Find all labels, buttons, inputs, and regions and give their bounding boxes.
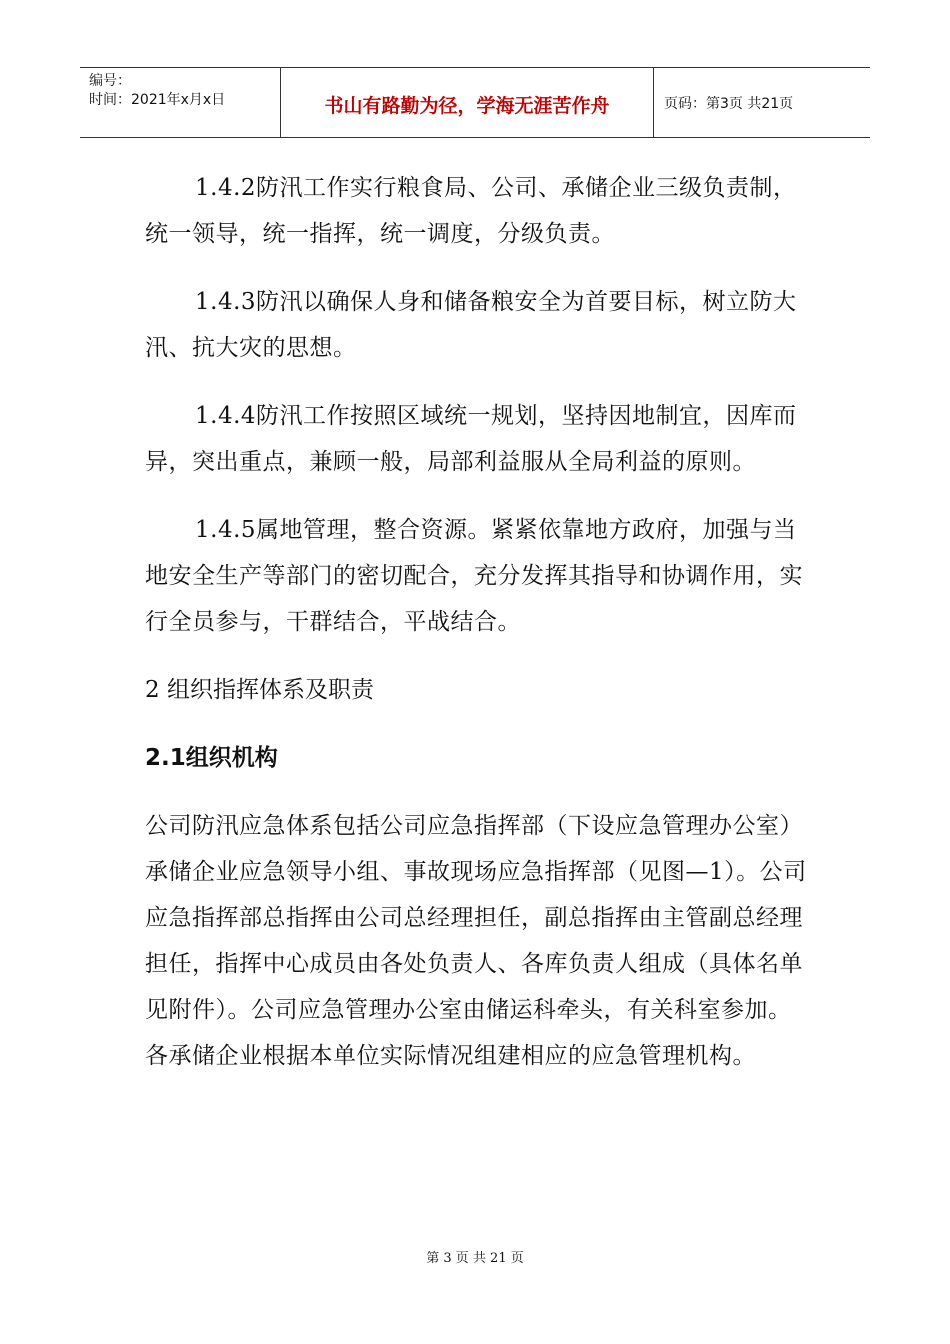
section-heading-2: 2 组织指挥体系及职责 xyxy=(145,677,374,703)
header-motto-cell xyxy=(281,68,654,137)
header-page-cell xyxy=(654,68,870,137)
section-heading-2-1: 2.1组织机构 xyxy=(145,745,278,771)
paragraph-organization: 公司防汛应急体系包括公司应急指挥部（下设应急管理办公室）承储企业应急领导小组、事故现场应急指挥部（见图—1）。公司应急指挥部总指挥由公司总经理担任，副总指挥由主管副总经理担任，指挥中心成员由各处负责人、各库负责人组成（具体名单见附件）。公司应急管理办公室由储运科牵头，有关科室参加。各承储企业根据本单位实际情况组建相应的应急管理机构。 xyxy=(145,813,807,1069)
document-date-label: 时间：2021年x月x日 xyxy=(89,92,226,108)
paragraph-1-4-2: 1.4.2防汛工作实行粮食局、公司、承储企业三级负责制，统一领导，统一指挥，统一调度，分级负责。 xyxy=(145,175,797,247)
paragraph-1-4-4: 1.4.4防汛工作按照区域统一规划，坚持因地制宜，因库而异，突出重点，兼顾一般，局部利益服从全局利益的原则。 xyxy=(145,403,797,475)
header-motto: 书山有路勤为径，学海无涯苦作舟 xyxy=(324,95,610,117)
paragraph-1-4-5: 1.4.5属地管理，整合资源。紧紧依靠地方政府，加强与当地安全生产等部门的密切配合，充分发挥其指导和协调作用，实行全员参与，干群结合，平战结合。 xyxy=(145,517,803,635)
page-footer: 第 3 页 共 21 页 xyxy=(426,1251,524,1266)
document-number-label: 编号： xyxy=(89,73,131,89)
header-info-cell xyxy=(80,68,281,137)
paragraph-1-4-3: 1.4.3防汛以确保人身和储备粮安全为首要目标，树立防大汛、抗大灾的思想。 xyxy=(145,289,797,361)
document-body xyxy=(145,165,810,1079)
header-page-code: 页码：第3页 共21页 xyxy=(664,96,794,112)
page-header xyxy=(80,67,870,138)
